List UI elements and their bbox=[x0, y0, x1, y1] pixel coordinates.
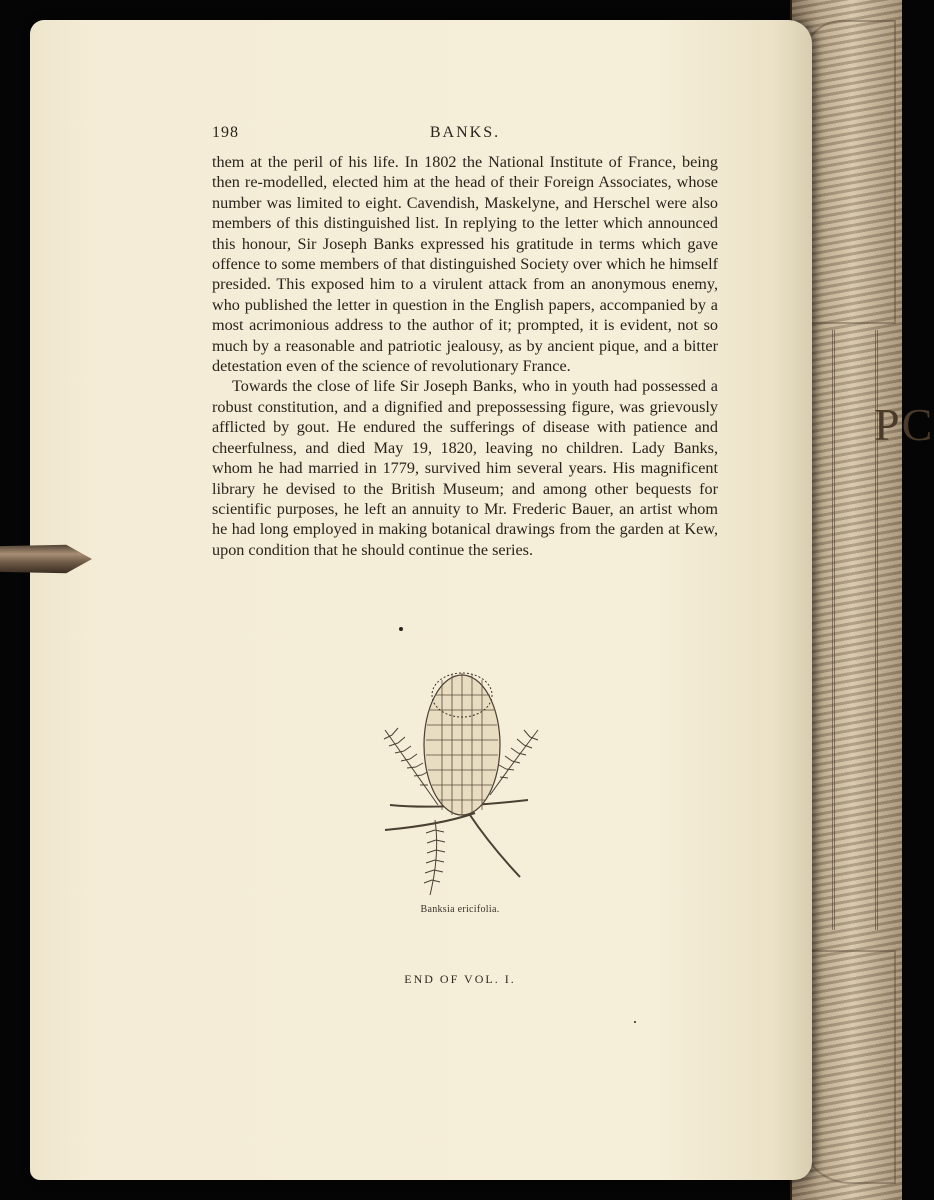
figure-caption: Banksia ericifolia. bbox=[420, 904, 500, 915]
ink-dot bbox=[399, 627, 403, 631]
cover-ornament bbox=[800, 950, 896, 1184]
running-head: BANKS. bbox=[429, 124, 501, 141]
cover-letters: PC bbox=[874, 399, 934, 450]
paragraph: Towards the close of life Sir Joseph Banks, who in youth had possessed a robust constitution, and a dignified and prepossessing figure, was grievously afflicted by gout. He endured the sufferings of disease with patience and cheerfulness, and died May 19, 1820, leaving no children. Lady Banks, whom he had married in 1779, survived him several years. His magnificent library he devised to the British Museum; and among other bequests for scientific purposes, he left an annuity to Mr. Frederic Bauer, an artist whom he had long employed in making botanical drawings from the garden at Kew, upon condition that he should continue the series. bbox=[212, 377, 718, 559]
cover-ornament bbox=[802, 20, 896, 324]
page-number: 198 bbox=[212, 124, 239, 141]
cover-column-ornament bbox=[832, 330, 878, 930]
end-of-volume: END OF VOL. I. bbox=[404, 972, 516, 986]
paragraph: them at the peril of his life. In 1802 the National Institute of France, being then re-modelled, elected him at the head of their Foreign Associates, whose number was limited to eight. Cavendish, Maskelyne, and Herschel were also members of this distinguished list. In replying to the letter which announced this honour, Sir Joseph Banks expressed his gratitude in terms which gave offence to some members of that distinguished Society over which he himself presided. This exposed him to a virulent attack from an anonymous enemy, who published the letter in question in the English papers, accompanied by a most acrimonious address to the author of it; prompted, it is evident, not so much by a reasonable and patriotic jealousy, as by ancient pique, and a bitter detestation even of the science of revolutionary France. bbox=[212, 153, 718, 376]
ink-speck bbox=[634, 1021, 636, 1023]
page-header bbox=[212, 124, 718, 148]
banksia-illustration bbox=[380, 655, 545, 900]
body-text bbox=[212, 152, 718, 560]
